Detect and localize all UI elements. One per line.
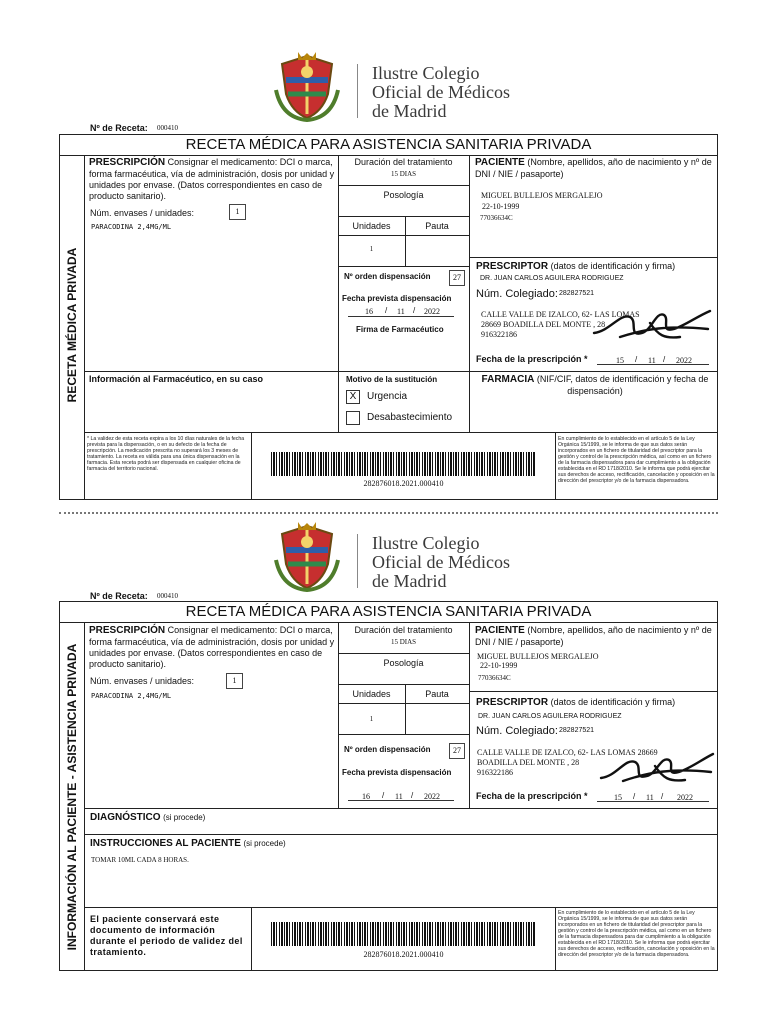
barcode-text-top: 282876018.2021.000410 [363, 479, 444, 488]
college-name-line1: Ilustre Colegio [372, 533, 480, 553]
fecha-dispensacion-year: 2022 [424, 792, 440, 801]
fecha-prescripcion-year: 2022 [676, 356, 692, 365]
fecha-dispensacion-label: Fecha prevista dispensación [342, 294, 452, 303]
fecha-prescripcion-month: 11 [648, 356, 656, 365]
fecha-prescripcion-label: Fecha de la prescripción * [476, 354, 588, 364]
cut-line [59, 512, 718, 514]
unidades-label: Unidades [352, 689, 391, 699]
unidades-label: Unidades [352, 221, 391, 231]
paciente-block [475, 157, 715, 180]
unidades-value: 1 [369, 245, 374, 253]
fecha-prescripcion-day: 15 [616, 356, 624, 365]
medication-text: PARACODINA 2,4MG/ML [91, 223, 172, 231]
recipe-number: 000410 [157, 592, 178, 600]
duracion-label: Duración del tratamiento [354, 157, 453, 167]
legal-text-bottom: En cumplimiento de lo establecido en el artículo 5 de la Ley Orgánica 15/1999, se le informa de que sus datos serán incorporados en un fichero de titularidad del prescriptor para la gestión y control de la prescripción médica, así como en un fichero de la farmacia dispensadora para dar cumplimiento a la obligación establecida en el RD 1718/2010. Se le informa que podrá ejercitar sus derechos de acceso, rectificación, cancelación y oposición en la dirección del prescriptor y/o de la farmacia dispensadora. [558, 910, 715, 958]
college-name-line1: Ilustre Colegio [372, 63, 480, 83]
farmacia-instructions: (NIF/CIF, datos de identificación y fecha de dispensación) [536, 374, 709, 396]
barcode-text-bottom: 282876018.2021.000410 [363, 950, 444, 959]
posologia-label: Posología [383, 658, 424, 668]
fecha-prescripcion-label: Fecha de la prescripción * [476, 791, 588, 801]
prescriptor-address2: 28669 BOADILLA DEL MONTE , 28 [481, 320, 606, 329]
instrucciones-heading: INSTRUCCIONES AL PACIENTE [90, 838, 241, 849]
instrucciones-block [90, 838, 286, 850]
prescriptor-doctor: DR. JUAN CARLOS AGUILERA RODRIGUEZ [480, 275, 624, 282]
prescripcion-heading: PRESCRIPCIÓN [89, 157, 166, 168]
pauta-label: Pauta [425, 689, 449, 699]
paciente-instructions: (Nombre, apellidos, año de nacimiento y nº de DNI / NIE / pasaporte) [475, 157, 712, 179]
colegiado-label: Núm. Colegiado: [476, 725, 558, 737]
prescripcion-block-bottom [89, 625, 335, 670]
envases-label: Núm. envases / unidades: [90, 676, 195, 686]
paciente-name: MIGUEL BULLEJOS MERGALEJO [477, 652, 599, 661]
paciente-birth: 22-10-1999 [482, 202, 520, 211]
prescriptor-block [476, 261, 675, 273]
posologia-label: Posología [383, 190, 424, 200]
fecha-dispensacion-year: 2022 [424, 307, 440, 316]
info-farmaceutico-label: Información al Farmacéutico, en su caso [89, 374, 264, 384]
colegiado-value: 282827521 [559, 290, 595, 297]
paciente-heading: PACIENTE [475, 157, 525, 168]
patient-keep-note: El paciente conservará este documento de información durante el periodo de validez del tratamiento. [90, 914, 243, 957]
college-name-line2: Oficial de Médicos [372, 552, 510, 572]
prescriptor-heading: PRESCRIPTOR [476, 261, 549, 272]
desabastecimiento-label: Desabastecimiento [367, 412, 453, 423]
duracion-value: 15 DIAS [390, 638, 417, 646]
recipe-number: 000410 [157, 124, 178, 132]
medication-text: PARACODINA 2,4MG/ML [91, 692, 172, 700]
side-label-bottom: INFORMACIÓN AL PACIENTE - ASISTENCIA PRIVADA [65, 643, 79, 951]
orden-dispensacion-label: Nº orden dispensación [344, 745, 431, 754]
prescriptor-phone: 916322186 [477, 768, 513, 777]
prescriptor-address1: CALLE VALLE DE IZALCO, 62- LAS LOMAS 28669 [477, 748, 658, 757]
unidades-value: 1 [369, 715, 374, 723]
prescriptor-instructions: (datos de identificación y firma) [550, 261, 676, 271]
orden-dispensacion-value: 27 [449, 270, 465, 286]
college-name-line3: de Madrid [372, 571, 447, 591]
prescriptor-heading: PRESCRIPTOR [476, 697, 549, 708]
envases-label: Núm. envases / unidades: [90, 208, 195, 218]
fecha-dispensacion-month: 11 [397, 307, 405, 316]
fecha-dispensacion-label: Fecha prevista dispensación [342, 768, 452, 777]
urgencia-label: Urgencia [367, 391, 408, 402]
prescripcion-heading: PRESCRIPCIÓN [89, 625, 166, 636]
validity-note: * La validez de esta receta expira a los 10 días naturales de la fecha prevista para la dispensación, o en su defecto de la fecha de prescripción. La medicación prescrita no superará los 3 meses de tratamiento. La receta es válida para una única dispensación en la farmacia. Esta receta podrá ser dispensada en cualquier oficina de farmacia del territorio nacional. [87, 436, 245, 472]
diagnostico-note: (si procede) [163, 813, 206, 822]
fecha-dispensacion-day: 16 [362, 792, 370, 801]
form-title-bottom: RECETA MÉDICA PARA ASISTENCIA SANITARIA PRIVADA [185, 603, 592, 620]
farmacia-heading: FARMACIA [481, 374, 535, 385]
doctor-signature-icon [597, 748, 717, 788]
fecha-prescripcion-month: 11 [646, 793, 654, 802]
orden-dispensacion-label: Nº orden dispensación [344, 272, 431, 281]
college-crest-icon [272, 520, 342, 592]
form-title-top: RECETA MÉDICA PARA ASISTENCIA SANITARIA PRIVADA [185, 136, 592, 153]
motivo-sustitucion-label: Motivo de la sustitución [346, 375, 438, 384]
college-crest-icon [272, 50, 342, 122]
urgencia-checkbox[interactable]: X [346, 390, 360, 404]
prescriptor-doctor: DR. JUAN CARLOS AGUILERA RODRIGUEZ [478, 713, 622, 720]
pauta-label: Pauta [425, 221, 449, 231]
desabastecimiento-checkbox[interactable] [346, 411, 360, 425]
prescriptor-instructions: (datos de identificación y firma) [550, 697, 676, 707]
instrucciones-text: TOMAR 10ML CADA 8 HORAS. [91, 856, 189, 864]
diagnostico-block [90, 812, 205, 824]
prescriptor-phone: 916322186 [481, 330, 517, 339]
prescripcion-block-top [89, 157, 335, 202]
paciente-dni: 77036634C [478, 674, 511, 682]
farmacia-block [475, 374, 715, 397]
duracion-value: 15 DIAS [390, 170, 417, 178]
envases-value: 1 [229, 204, 246, 220]
paciente-name: MIGUEL BULLEJOS MERGALEJO [481, 191, 603, 200]
barcode-top-icon [271, 452, 536, 476]
fecha-dispensacion-day: 16 [365, 307, 373, 316]
paciente-block [475, 625, 715, 648]
diagnostico-heading: DIAGNÓSTICO [90, 812, 161, 823]
envases-value: 1 [226, 673, 243, 689]
prescripcion-instructions: Consignar el medicamento: DCI o marca, forma farmacéutica, vía de administración, dosis por unidad y unidades por envase. (Datos correspondientes en caso de producto sanitario). [89, 157, 335, 201]
prescriptor-address2: BOADILLA DEL MONTE , 28 [477, 758, 580, 767]
college-name-line3: de Madrid [372, 101, 447, 121]
fecha-dispensacion-month: 11 [395, 792, 403, 801]
paciente-birth: 22-10-1999 [480, 661, 518, 670]
recipe-number-label: Nº de Receta: [90, 591, 148, 601]
prescriptor-address1: CALLE VALLE DE IZALCO, 62- LAS LOMAS [481, 310, 640, 319]
instrucciones-note: (si procede) [243, 839, 286, 848]
firma-farmaceutico-label: Firma de Farmacéutico [356, 325, 444, 334]
colegiado-label: Núm. Colegiado: [476, 288, 558, 300]
prescriptor-block [476, 697, 675, 709]
fecha-prescripcion-day: 15 [614, 793, 622, 802]
college-name-line2: Oficial de Médicos [372, 82, 510, 102]
duracion-label: Duración del tratamiento [354, 625, 453, 635]
fecha-prescripcion-year: 2022 [677, 793, 693, 802]
paciente-heading: PACIENTE [475, 625, 525, 636]
paciente-dni: 77036634C [480, 214, 513, 222]
doctor-signature-icon [590, 303, 715, 345]
orden-dispensacion-value: 27 [449, 743, 465, 759]
legal-text-top: En cumplimiento de lo establecido en el artículo 5 de la Ley Orgánica 15/1999, se le informa de que sus datos serán incorporados en un fichero de titularidad del prescriptor para la gestión y control de la prescripción médica, así como en un fichero de la farmacia dispensadora para dar cumplimiento a la obligación establecida en el RD 1718/2010. Se le informa que podrá ejercitar sus derechos de acceso, rectificación, cancelación y oposición en la dirección del prescriptor y/o de la farmacia dispensadora. [558, 436, 715, 484]
side-label-top: RECETA MÉDICA PRIVADA [65, 247, 79, 403]
recipe-number-label: Nº de Receta: [90, 123, 148, 133]
prescripcion-instructions: Consignar el medicamento: DCI o marca, forma farmacéutica, vía de administración, dosis por unidad y unidades por envase. (Datos correspondientes en caso de producto sanitario). [89, 625, 335, 669]
barcode-bottom-icon [271, 922, 536, 946]
paciente-instructions: (Nombre, apellidos, año de nacimiento y nº de DNI / NIE / pasaporte) [475, 625, 712, 647]
colegiado-value: 282827521 [559, 727, 595, 734]
